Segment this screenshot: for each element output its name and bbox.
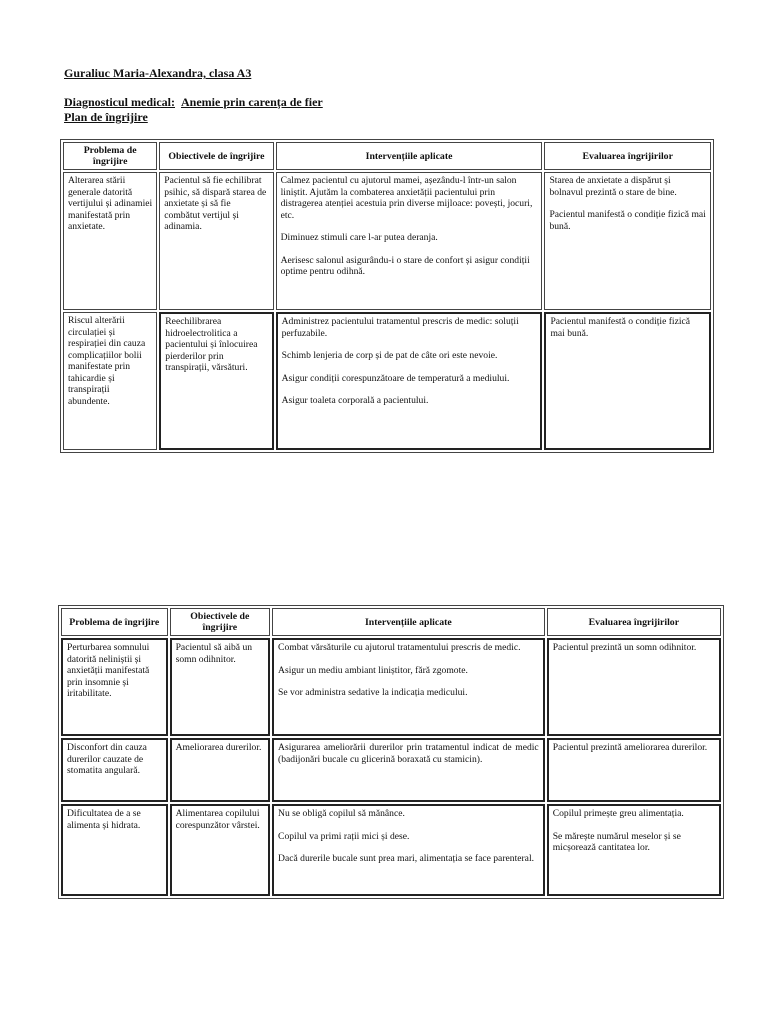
header-objectives: Obiectivele de îngrijire [170, 608, 270, 636]
intervention-item: Asigurarea ameliorării durerilor prin tratamentul indicat de medic (badijonări bucale cu glicerină boraxată cu stamicin). [278, 742, 539, 765]
header-problem: Problema de îngrijire [63, 142, 157, 170]
evaluation-item: Pacientul prezintă ameliorarea durerilor. [552, 742, 708, 753]
intervention-item: Nu se obligă copilul să mănânce. [278, 808, 405, 819]
author-name: Guraliuc Maria-Alexandra, clasa A3 [64, 66, 252, 80]
plan-title [64, 110, 148, 124]
evaluation-item: Pacientul prezintă un somn odihnitor. [552, 642, 697, 653]
intervention-item: Aerisesc salonul asigurându-i o stare de confort și asigur condiții optime pentru odihnă. [280, 254, 530, 277]
problem-cell: Perturbarea somnului datorită neliniștii și anxietății manifestată prin insomnie și iritabilitate. [61, 638, 168, 736]
table-row [61, 738, 721, 802]
interventions-cell [276, 172, 543, 310]
intervention-item: Administrez pacientului tratamentul prescris de medic: soluții perfuzabile. [281, 316, 519, 339]
table-header-row [61, 608, 721, 636]
problem-cell: Riscul alterării circulației și respirației din cauza complicațiilor bolii manifestate prin tahicardie și transpirații abundente. [63, 312, 157, 450]
table-row [61, 804, 721, 896]
evaluation-item: Copilul primește greu alimentația. [552, 808, 684, 819]
interventions-cell [272, 738, 545, 802]
diagnosis-value: Anemie prin carența de fier [181, 95, 323, 109]
care-plan-table-2 [58, 605, 724, 899]
evaluation-item: Pacientul manifestă o condiție fizică mai bună. [549, 209, 706, 232]
intervention-item: Asigur toaleta corporală a pacientului. [281, 395, 429, 406]
table-row [63, 312, 711, 450]
intervention-item: Diminuez stimuli care l-ar putea deranja. [280, 232, 438, 243]
evaluation-cell [547, 804, 721, 896]
header-interventions: Intervențiile aplicate [272, 608, 545, 636]
intervention-item: Asigur un mediu ambiant liniștitor, fără zgomote. [278, 664, 468, 676]
objective-cell: Pacientul să aibă un somn odihnitor. [170, 638, 270, 736]
plan-title-text: Plan de îngrijire [64, 110, 148, 124]
objective-cell: Alimentarea copilului corespunzător vârstei. [170, 804, 270, 896]
intervention-item: Copilul va primi rații mici și dese. [278, 830, 410, 842]
header-objectives: Obiectivele de îngrijire [159, 142, 273, 170]
problem-cell: Alterarea stării generale datorită vertijului și adinamiei manifestată prin anxietate. [63, 172, 157, 310]
objective-cell: Pacientul să fie echilibrat psihic, să dispară starea de anxietate și să fie combătut vertijul și adinamia. [159, 172, 273, 310]
intervention-item: Se vor administra sedative la indicația medicului. [278, 687, 468, 698]
problem-cell: Disconfort din cauza durerilor cauzate de stomatita angulară. [61, 738, 168, 802]
interventions-cell [272, 804, 545, 896]
header-problem: Problema de îngrijire [61, 608, 168, 636]
table-row [61, 638, 721, 736]
care-plan-table-1 [60, 139, 714, 453]
evaluation-item: Starea de anxietate a dispărut și bolnavul prezintă o stare de bine. [549, 175, 677, 198]
diagnosis-label: Diagnosticul medical: [64, 95, 175, 109]
evaluation-item: Se mărește numărul meselor și se micșorează cantitatea lor. [552, 830, 681, 853]
interventions-cell [276, 312, 543, 450]
intervention-item: Schimb lenjeria de corp și de pat de câte ori este nevoie. [281, 350, 498, 361]
table-header-row [63, 142, 711, 170]
evaluation-cell [547, 738, 721, 802]
table-row [63, 172, 711, 310]
evaluation-cell [544, 312, 711, 450]
evaluation-item: Pacientul manifestă o condiție fizică mai bună. [550, 316, 691, 339]
intervention-item: Calmez pacientul cu ajutorul mamei, așezându-l într-un salon liniștit. Ajutăm la combaterea anxietății pacientului prin distragerea atenției acestuia prin diverse mijloace: povești, jocuri, etc. [280, 175, 533, 221]
intervention-item: Asigur condiții corespunzătoare de temperatură a mediului. [281, 372, 510, 384]
intervention-item: Combat vărsăturile cu ajutorul tratamentului prescris de medic. [278, 642, 521, 653]
problem-cell: Dificultatea de a se alimenta și hidrata. [61, 804, 168, 896]
header-evaluation: Evaluarea îngrijirilor [544, 142, 711, 170]
objective-cell: Ameliorarea durerilor. [170, 738, 270, 802]
intervention-item: Dacă durerile bucale sunt prea mari, alimentația se face parenteral. [278, 853, 535, 864]
evaluation-cell [547, 638, 721, 736]
header-interventions: Intervențiile aplicate [276, 142, 543, 170]
author-line [64, 66, 251, 80]
objective-cell: Reechilibrarea hidroelectrolitica a pacientului și înlocuirea pierderilor prin transpirații, vărsături. [159, 312, 273, 450]
diagnosis-line [64, 95, 323, 109]
interventions-cell [272, 638, 545, 736]
evaluation-cell [544, 172, 711, 310]
header-evaluation: Evaluarea îngrijirilor [547, 608, 721, 636]
